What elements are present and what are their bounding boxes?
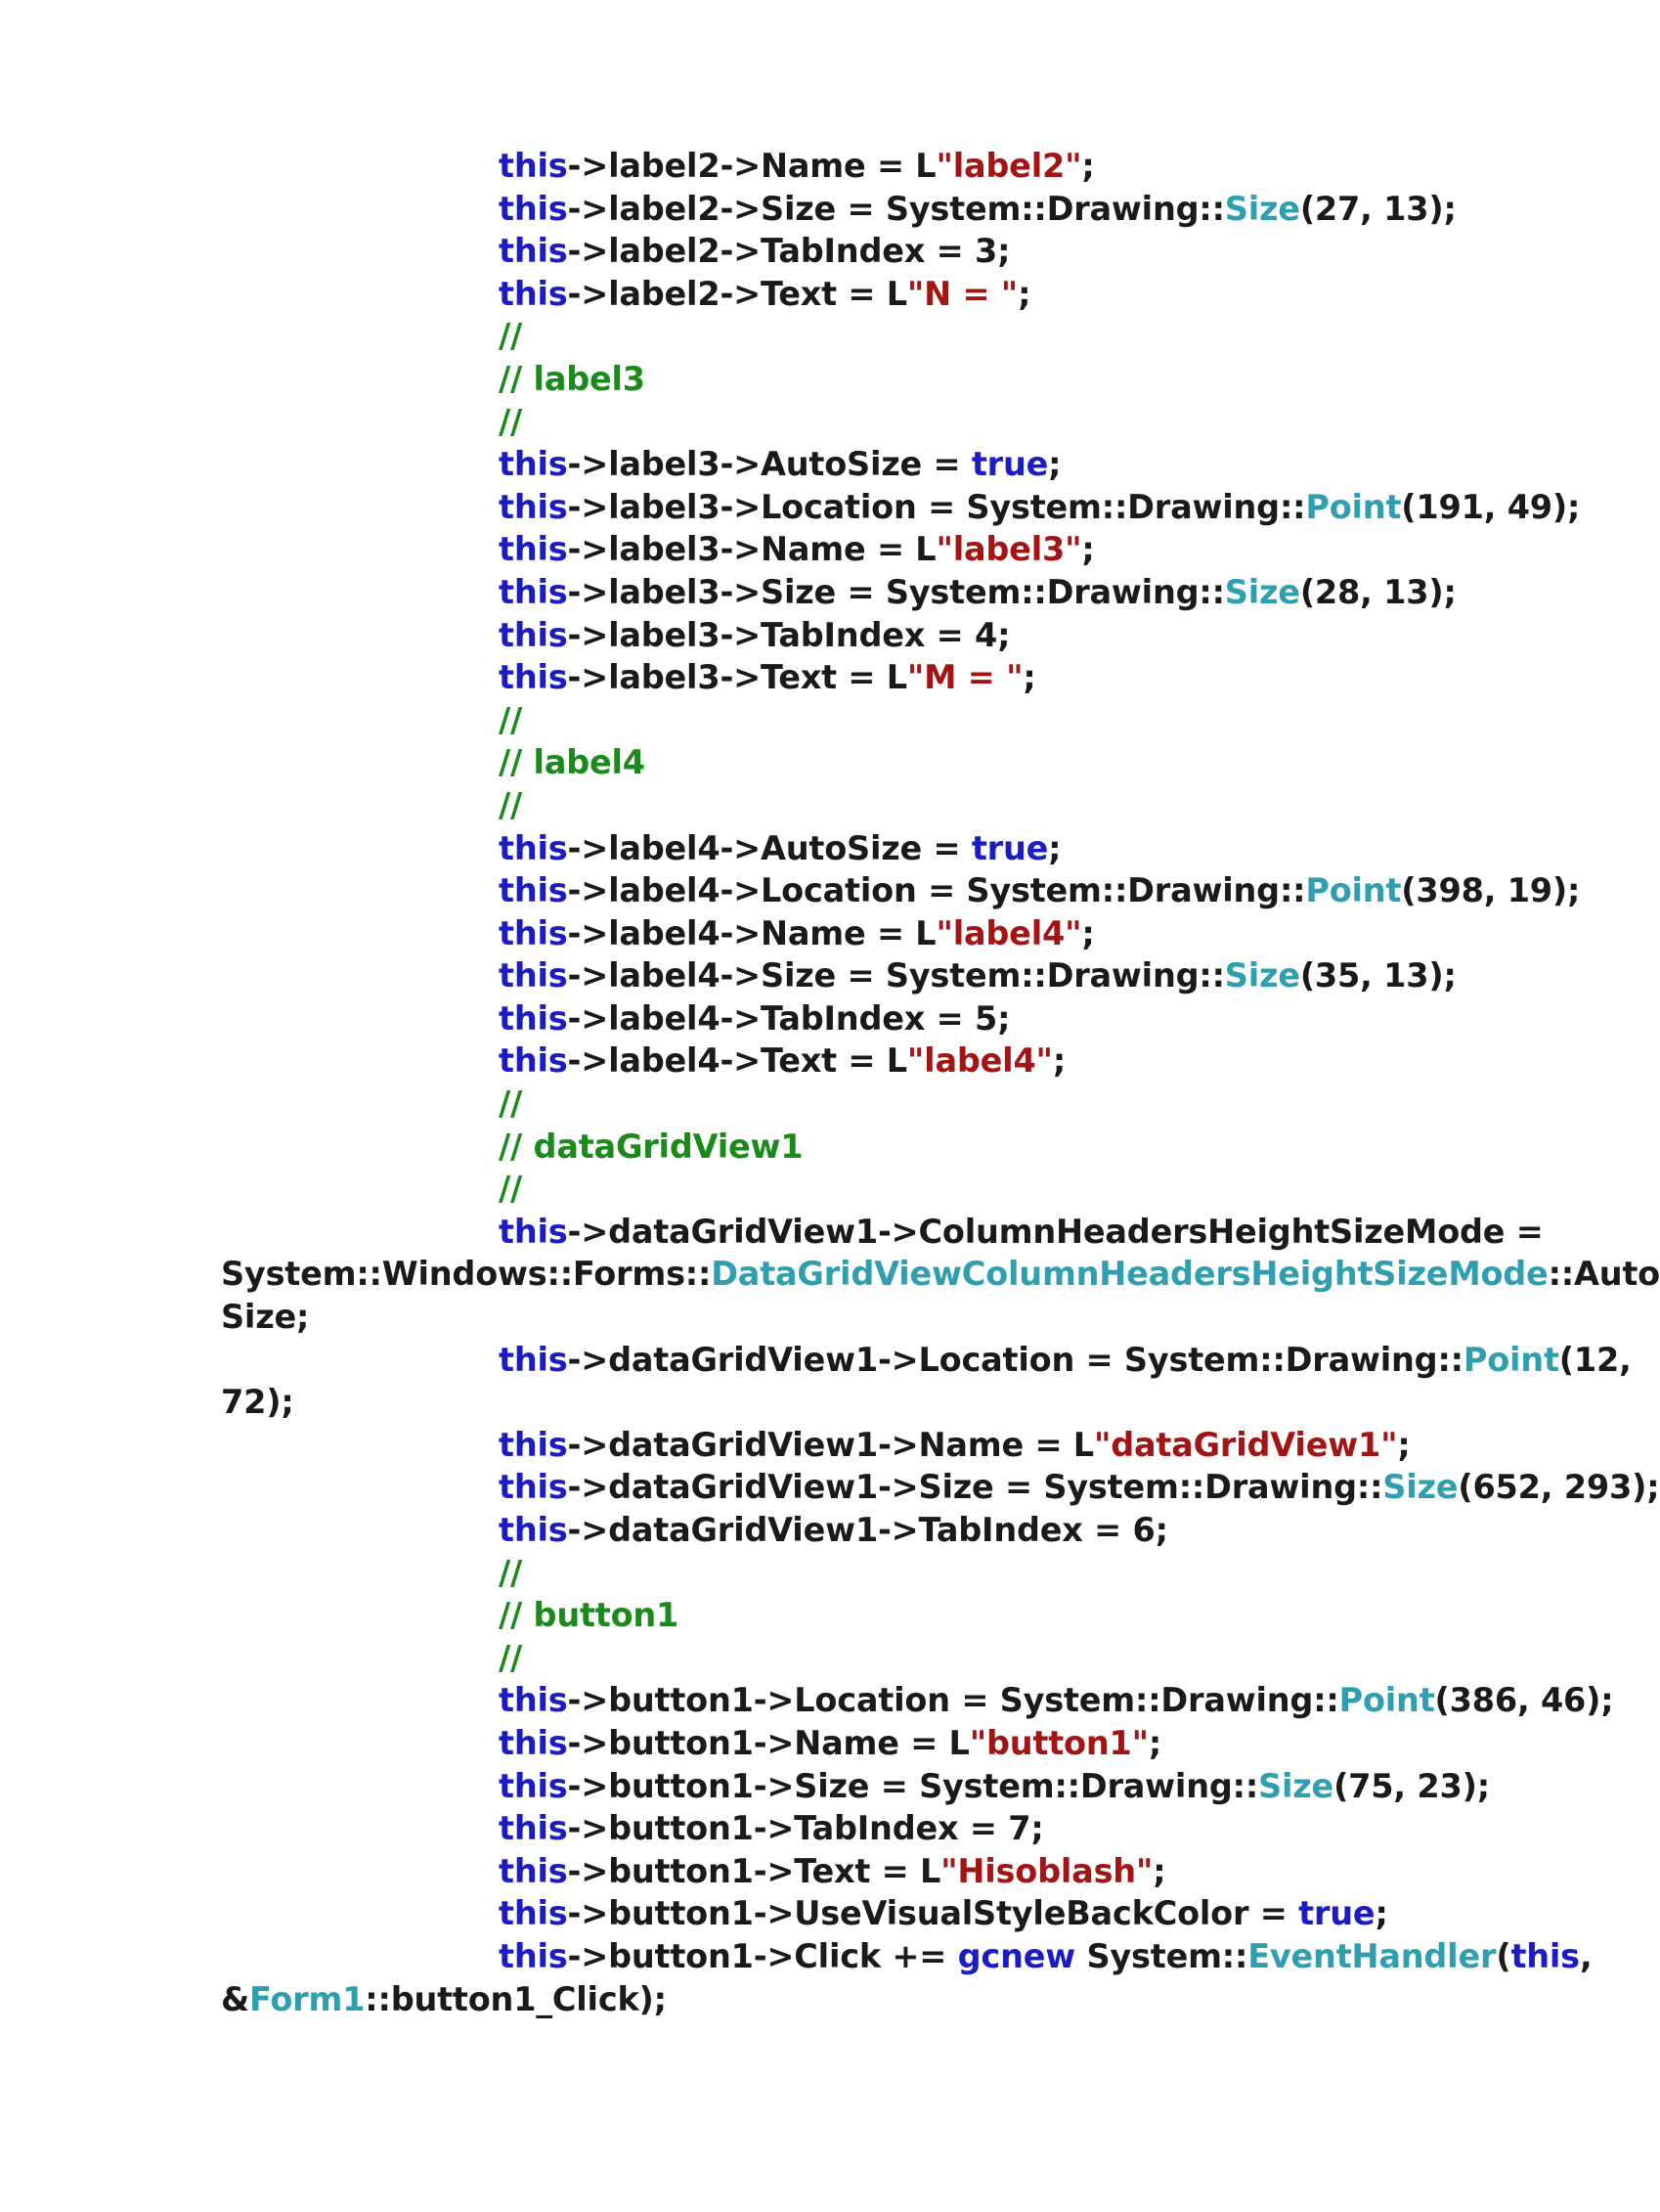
code-line — [221, 827, 1492, 870]
type-name-token: Size — [1224, 189, 1300, 228]
code-line — [221, 869, 1581, 912]
type-name-token: Size — [1382, 1468, 1459, 1507]
code-text-token: Size; — [221, 1298, 310, 1337]
code-text-token: ->button1->Name = L — [567, 1723, 970, 1762]
comment-token: // button1 — [499, 1596, 679, 1635]
comment-token: // — [499, 1638, 523, 1677]
code-line — [221, 997, 1492, 1040]
string-literal-token: "Hisoblash" — [940, 1851, 1154, 1890]
code-line — [221, 443, 1492, 486]
code-line — [221, 528, 1492, 571]
code-line — [221, 1722, 1492, 1765]
keyword-token: this — [499, 1468, 568, 1507]
code-text-token: ; — [1052, 1041, 1067, 1081]
keyword-token: gcnew — [957, 1936, 1075, 1975]
code-line — [221, 1168, 1492, 1211]
keyword-token: this — [499, 871, 568, 910]
code-line — [221, 1679, 1614, 1722]
code-text-token: ; — [1397, 1425, 1411, 1464]
string-literal-token: "M = " — [906, 658, 1024, 697]
code-line — [221, 912, 1492, 955]
comment-token: // label4 — [499, 743, 645, 782]
keyword-token: true — [971, 828, 1049, 867]
code-line — [221, 1807, 1492, 1850]
code-line — [221, 188, 1492, 231]
code-line — [221, 230, 1492, 273]
keyword-token: this — [499, 658, 568, 697]
keyword-token: this — [499, 1894, 568, 1933]
type-name-token: Point — [1338, 1681, 1435, 1720]
keyword-token: this — [499, 1936, 568, 1975]
comment-token: // — [499, 1084, 523, 1124]
keyword-token: this — [499, 1723, 568, 1762]
keyword-token: this — [499, 1851, 568, 1890]
comment-token: // — [499, 1553, 523, 1592]
code-line — [221, 1552, 1492, 1595]
keyword-token: this — [499, 1681, 568, 1720]
code-text-token: (398, 19); — [1401, 871, 1581, 910]
code-text-token: (75, 23); — [1333, 1766, 1490, 1805]
code-text-token: ->dataGridView1->ColumnHeadersHeightSizeMode = — [567, 1212, 1544, 1251]
keyword-token: this — [499, 1041, 568, 1081]
code-text-token: ->label2->Name = L — [567, 147, 937, 185]
code-text-token: ::button1_Click); — [365, 1979, 667, 2018]
code-text-token: ; — [1048, 445, 1062, 484]
code-text-token: ->label3->Location = System::Drawing:: — [567, 487, 1306, 526]
keyword-token: this — [499, 1212, 568, 1251]
code-line — [221, 954, 1492, 997]
code-text-token: ; — [1048, 828, 1062, 867]
type-name-token: Form1 — [249, 1979, 366, 2018]
code-listing — [221, 145, 1660, 2020]
code-text-token: ->label3->TabIndex = 4; — [567, 615, 1011, 654]
code-text-token: ; — [1081, 530, 1095, 569]
keyword-token: true — [971, 445, 1049, 484]
code-text-token: & — [221, 1979, 250, 2018]
code-line — [221, 741, 1492, 784]
code-line — [221, 1211, 1544, 1254]
code-text-token: ( — [1496, 1936, 1511, 1975]
code-text-token: ->label3->Name = L — [567, 530, 937, 569]
keyword-token: this — [499, 1766, 568, 1805]
code-text-token: ->dataGridView1->Location = System::Drawing:: — [567, 1340, 1463, 1379]
code-line — [221, 315, 1492, 358]
type-name-token: Size — [1224, 572, 1300, 611]
code-line — [221, 486, 1581, 529]
code-line — [221, 1126, 1492, 1169]
code-text-token: ->button1->Size = System::Drawing:: — [567, 1766, 1259, 1805]
comment-token: // — [499, 1170, 523, 1209]
code-text-token: 72); — [221, 1383, 294, 1422]
code-line — [221, 784, 1492, 827]
comment-token: // — [499, 402, 523, 441]
code-line — [221, 1892, 1492, 1935]
code-line — [221, 401, 1492, 444]
code-line — [221, 1339, 1632, 1382]
code-line — [221, 1509, 1492, 1552]
code-text-token: ; — [1081, 147, 1095, 185]
code-line — [221, 1424, 1492, 1467]
code-line — [221, 1765, 1492, 1808]
code-text-token: ->button1->Location = System::Drawing:: — [567, 1681, 1339, 1720]
code-text-token: ->label3->Text = L — [567, 658, 907, 697]
comment-token: // label3 — [499, 359, 645, 398]
code-text-token: ; — [1018, 274, 1031, 313]
keyword-token: this — [499, 530, 568, 569]
type-name-token: Point — [1305, 487, 1402, 526]
keyword-token: this — [499, 1809, 568, 1848]
code-text-token: ->button1->Click += — [567, 1936, 958, 1975]
code-text-token: ->dataGridView1->TabIndex = 6; — [567, 1511, 1168, 1549]
code-line — [221, 1253, 1660, 1296]
code-line — [221, 1083, 1492, 1126]
keyword-token: this — [499, 445, 568, 484]
keyword-token: this — [1510, 1936, 1580, 1975]
code-text-token: ->label4->TabIndex = 5; — [567, 998, 1011, 1038]
code-text-token: ->label4->Size = System::Drawing:: — [567, 956, 1225, 995]
keyword-token: this — [499, 913, 568, 952]
code-line — [221, 1935, 1593, 1978]
comment-token: // — [499, 317, 523, 356]
code-line — [221, 1381, 1492, 1424]
code-text-token: ->button1->Text = L — [567, 1851, 941, 1890]
code-text-token: ->label3->Size = System::Drawing:: — [567, 572, 1225, 611]
string-literal-token: "dataGridView1" — [1093, 1425, 1398, 1464]
code-text-token: (191, 49); — [1401, 487, 1581, 526]
type-name-token: Size — [1258, 1766, 1334, 1805]
keyword-token: this — [499, 274, 568, 313]
keyword-token: this — [499, 189, 568, 228]
code-text-token: ; — [1375, 1894, 1388, 1933]
code-line — [221, 1978, 1492, 2021]
code-line — [221, 656, 1492, 699]
code-text-token: ; — [1148, 1723, 1162, 1762]
code-line — [221, 1637, 1492, 1680]
document-page — [221, 145, 1660, 2020]
string-literal-token: "label3" — [936, 530, 1082, 569]
code-text-token: ->label2->TabIndex = 3; — [567, 232, 1011, 271]
keyword-token: this — [499, 572, 568, 611]
type-name-token: Point — [1463, 1340, 1559, 1379]
code-line — [221, 1466, 1660, 1509]
keyword-token: this — [499, 487, 568, 526]
keyword-token: this — [499, 998, 568, 1038]
string-literal-token: "label4" — [936, 913, 1082, 952]
code-text-token: ->label4->AutoSize = — [567, 828, 972, 867]
code-text-token: ->label2->Text = L — [567, 274, 907, 313]
code-text-token: System::Windows::Forms:: — [221, 1255, 712, 1294]
string-literal-token: "N = " — [906, 274, 1019, 313]
code-line — [221, 699, 1492, 742]
code-text-token: ->label4->Text = L — [567, 1041, 907, 1081]
type-name-token: DataGridViewColumnHeadersHeightSizeMode — [711, 1255, 1549, 1294]
code-text-token: ->button1->TabIndex = 7; — [567, 1809, 1044, 1848]
code-text-token: ->label2->Size = System::Drawing:: — [567, 189, 1225, 228]
code-text-token: (386, 46); — [1434, 1681, 1614, 1720]
keyword-token: this — [499, 1340, 568, 1379]
code-text-token: (652, 293); — [1458, 1468, 1660, 1507]
type-name-token: Point — [1305, 871, 1402, 910]
comment-token: // dataGridView1 — [499, 1127, 804, 1166]
code-line — [221, 145, 1492, 188]
code-line — [221, 1594, 1492, 1637]
type-name-token: Size — [1224, 956, 1300, 995]
code-text-token: ; — [1081, 913, 1095, 952]
string-literal-token: "label2" — [936, 147, 1082, 185]
code-text-token: ->label3->AutoSize = — [567, 445, 972, 484]
type-name-token: EventHandler — [1247, 1936, 1497, 1975]
keyword-token: true — [1298, 1894, 1376, 1933]
keyword-token: this — [499, 828, 568, 867]
string-literal-token: "label4" — [906, 1041, 1053, 1081]
code-text-token: (28, 13); — [1299, 572, 1457, 611]
code-text-token: ; — [1153, 1851, 1166, 1890]
keyword-token: this — [499, 232, 568, 271]
keyword-token: this — [499, 615, 568, 654]
comment-token: // — [499, 700, 523, 739]
code-line — [221, 1040, 1492, 1083]
code-text-token: , — [1579, 1936, 1593, 1975]
code-text-token: ->button1->UseVisualStyleBackColor = — [567, 1894, 1299, 1933]
code-text-token: ; — [1023, 658, 1036, 697]
code-line — [221, 273, 1492, 316]
keyword-token: this — [499, 1425, 568, 1464]
keyword-token: this — [499, 147, 568, 185]
code-text-token: ->label4->Name = L — [567, 913, 937, 952]
keyword-token: this — [499, 956, 568, 995]
code-text-token: ->dataGridView1->Name = L — [567, 1425, 1094, 1464]
code-text-token: (35, 13); — [1299, 956, 1457, 995]
comment-token: // — [499, 785, 523, 824]
code-line — [221, 358, 1492, 401]
code-line — [221, 571, 1492, 614]
code-text-token: System:: — [1075, 1936, 1248, 1975]
keyword-token: this — [499, 1511, 568, 1549]
code-text-token: (27, 13); — [1299, 189, 1457, 228]
code-line — [221, 614, 1492, 657]
code-text-token: (12, — [1558, 1340, 1632, 1379]
code-line — [221, 1850, 1492, 1893]
string-literal-token: "button1" — [969, 1723, 1149, 1762]
code-line — [221, 1296, 1492, 1339]
code-text-token: ->dataGridView1->Size = System::Drawing:: — [567, 1468, 1383, 1507]
code-text-token: ::Auto — [1548, 1255, 1660, 1294]
code-text-token: ->label4->Location = System::Drawing:: — [567, 871, 1306, 910]
